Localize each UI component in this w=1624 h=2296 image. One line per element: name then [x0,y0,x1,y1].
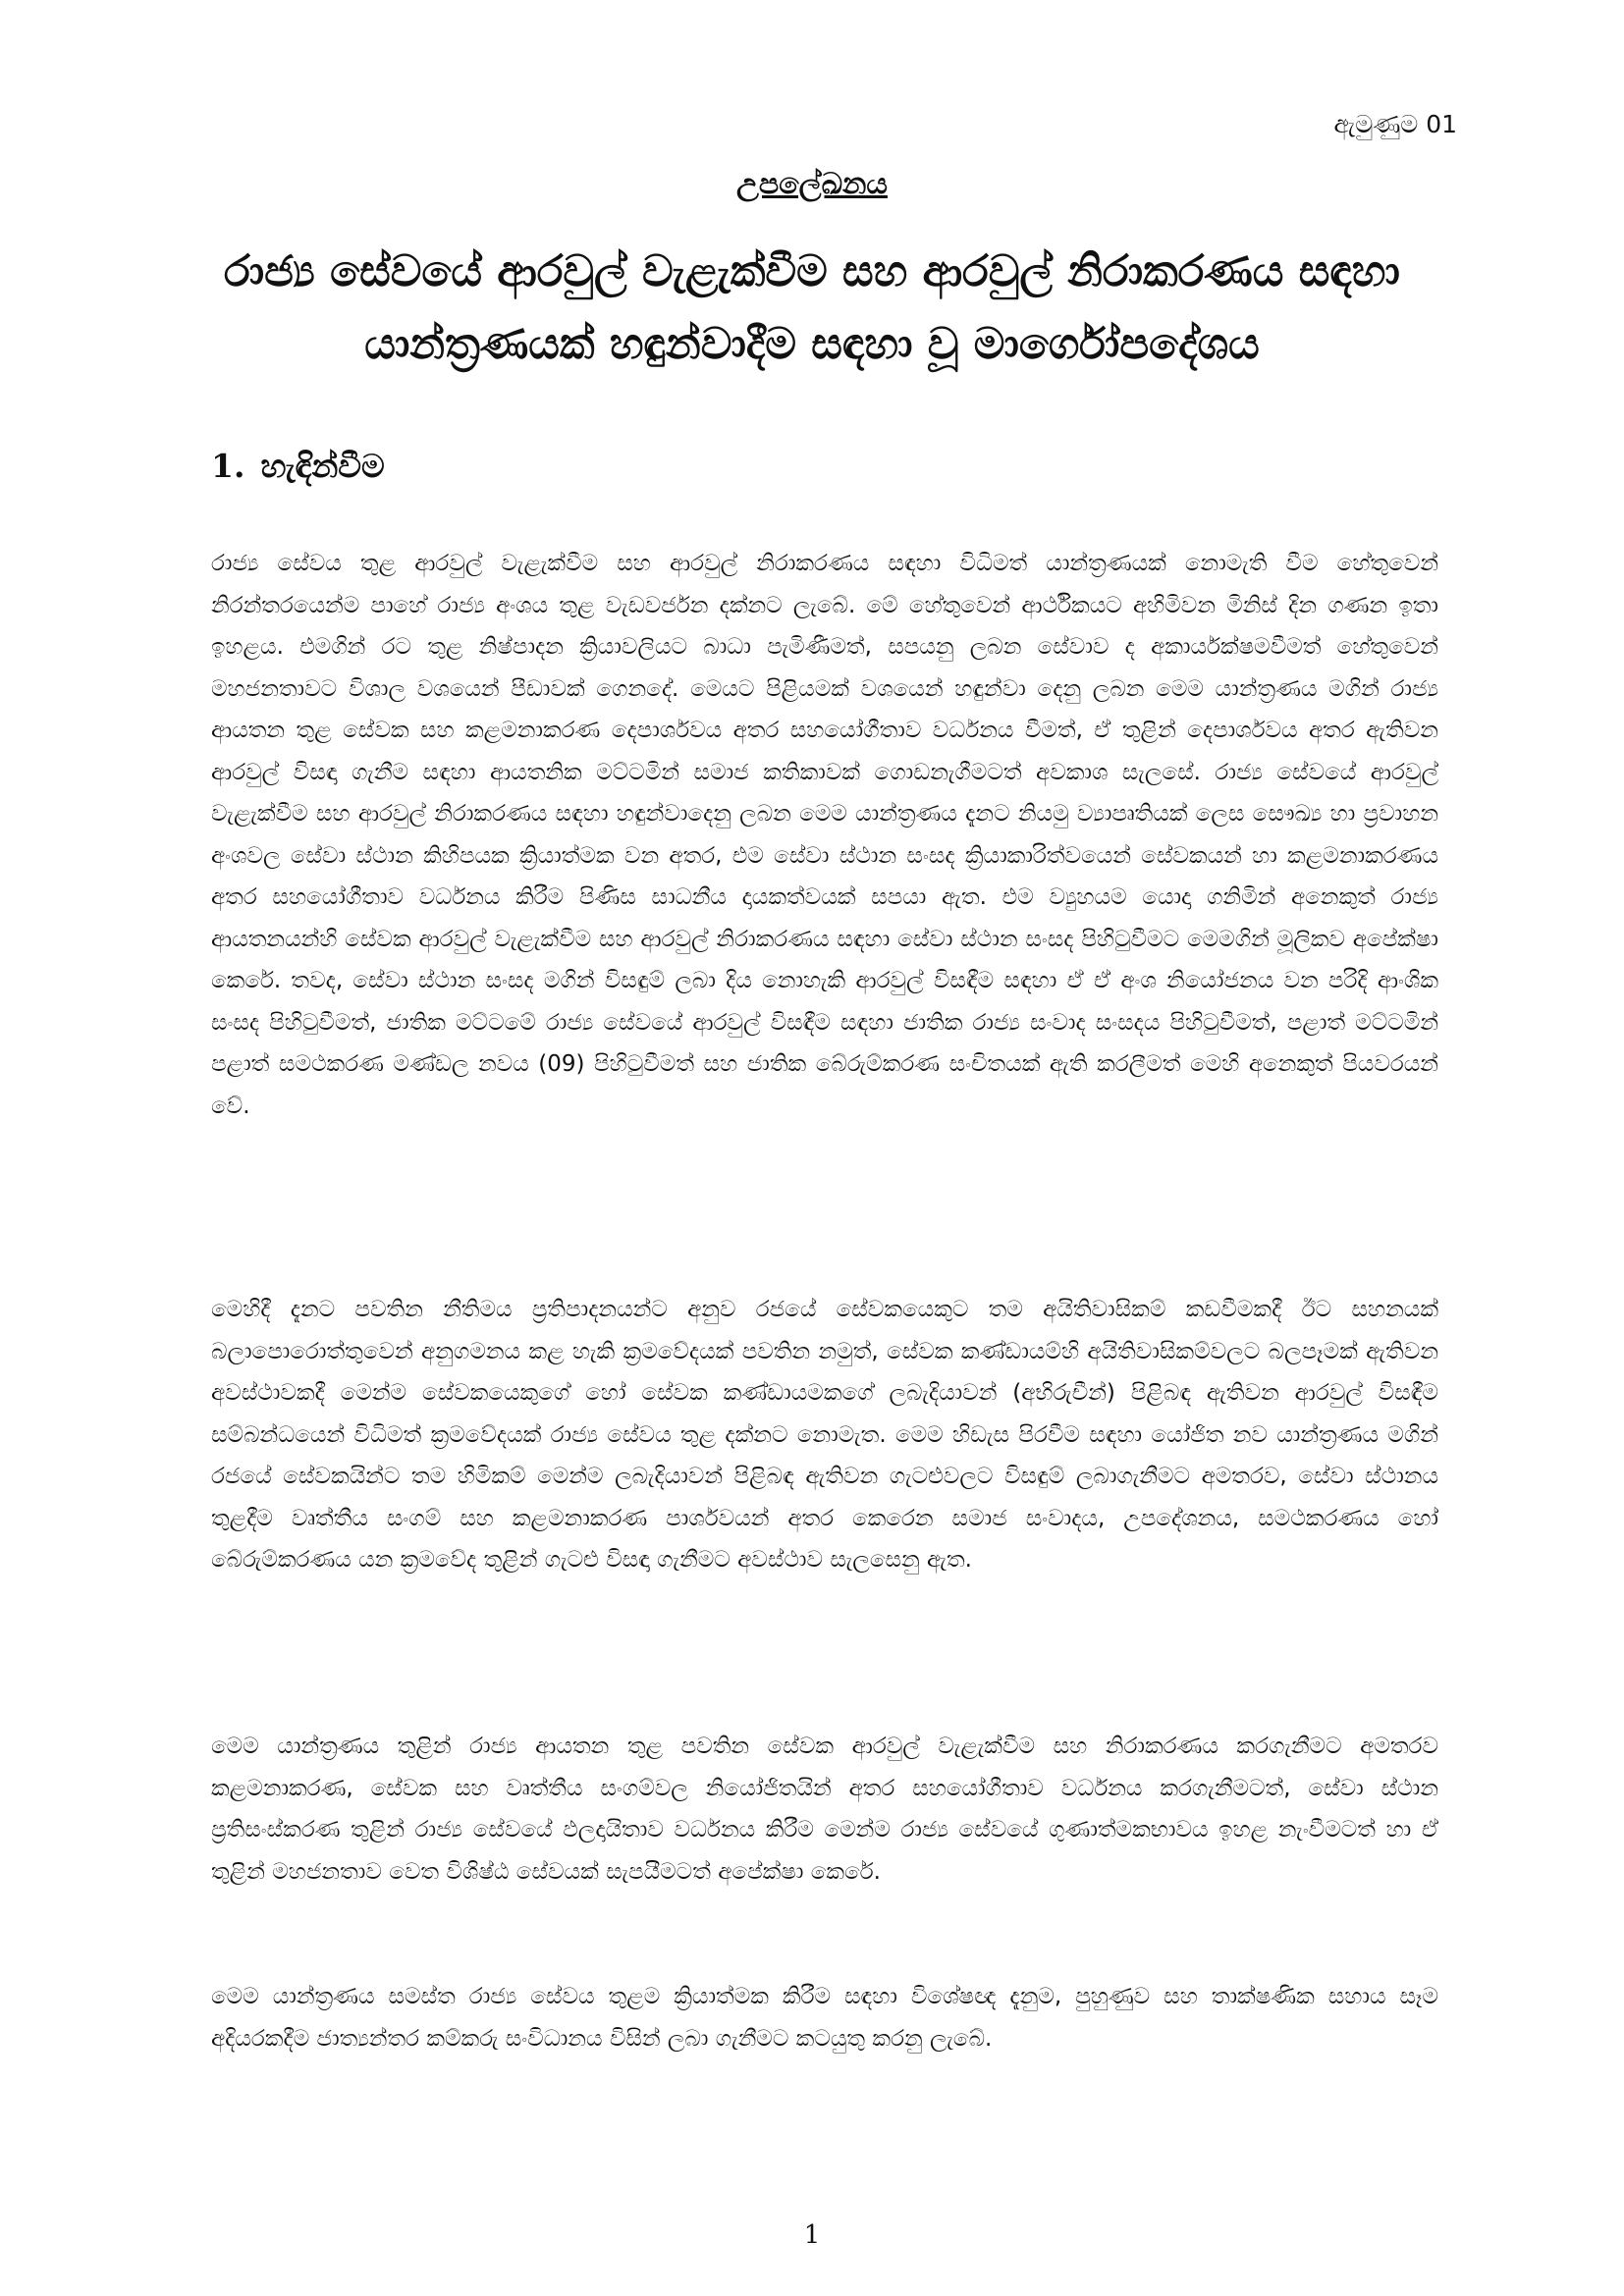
section-heading [211,447,385,486]
paragraph: රාජ්‍ය සේවය තුළ ආරවුල් වැළැක්වීම සහ ආරවුල් නිරාකරණය සඳහා විධිමත් යාන්ත්‍රණයක් නොමැති වීම හේතුවෙන් නිරන්තරයෙන්ම පාහේ රාජ්‍ය අංශය තුළ වැඩවර්ජන දක්නට ලැබේ. මේ හේතුවෙන් ආර්ථිකයට අහිමිවන මිනිස් දින ගණන ඉතා ඉහළය. එමගින් රට තුළ නිෂ්පාදන ක්‍රියාවලියට බාධා පැමිණීමත්, සපයනු ලබන සේවාව ද අකාර්යක්ෂමවීමත් හේතුවෙන් මහජනතාවට විශාල වශයෙන් පීඩාවක් ගෙනදේ. මෙයට පිළියමක් වශයෙන් හඳුන්වා දෙනු ලබන මෙම යාන්ත්‍රණය මගින් රාජ්‍ය ආයතන තුළ සේවක සහ කළමනාකරණ දෙපාර්ශවය අතර සහයෝගීතාව වර්ධනය වීමත්, ඒ තුළින් දෙපාර්ශවය අතර ඇතිවන ආරවුල් විසඳා ගැනීම සඳහා ආයතනික මට්ටමින් සමාජ කතිකාවක් ගොඩනැගීමටත් අවකාශ සැලසේ. රාජ්‍ය සේවයේ ආරවුල් වැළැක්වීම සහ ආරවුල් නිරාකරණය සඳහා හඳුන්වාදෙනු ලබන මෙම යාන්ත්‍රණය දැනට නියමු ව්‍යාපෘතියක් ලෙස සෞඛ්‍ය හා ප්‍රවාහන අංශවල සේවා ස්ථාන කිහිපයක ක්‍රියාත්මක වන අතර, එම සේවා ස්ථාන සංසද ක්‍රියාකාරිත්වයෙන් සේවකයන් හා කළමනාකරණය අතර සහයෝගීතාව වර්ධනය කිරීම පිණිස සාධනීය දායකත්වයක් සපයා ඇත. එම ව්‍යුහයම යොදා ගනිමින් අනෙකුත් රාජ්‍ය ආයතනයන්හි සේවක ආරවුල් වැළැක්වීම සහ ආරවුල් නිරාකරණය සඳහා සේවා ස්ථාන සංසද පිහිටුවීමට මෙමගින් මූලිකව අපේක්ෂා කෙරේ. තවද, සේවා ස්ථාන සංසද මගින් විසඳුම් ලබා දිය නොහැකි ආරවුල් විසඳීම සඳහා ඒ ඒ අංශ නියෝජනය වන පරිදි ආංශික සංසද පිහිටුවීමත්, ජාතික මට්ටමේ රාජ්‍ය සේවයේ ආරවුල් විසඳීම සඳහා ජාතික රාජ්‍ය සංවාද සංසදය පිහිටුවීමත්, පළාත් මට්ටමින් පළාත් සමථකරණ මණ්ඩල නවය (09) පිහිටුවීමත් සහ ජාතික බේරුම්කරණ සංචිතයක් ඇති කරලීමත් මෙහි අනෙකුත් පියවරයන් වේ. [211,551,1438,1119]
document-title: රාජ්‍ය සේවයේ ආරවුල් වැළැක්වීම සහ ආරවුල් නිරාකරණය සඳහා යාන්ත්‍රණයක් හඳුන්වාදීම සඳහා වූ මාර්ගෝපදේශය [224,246,1400,369]
section-title: හැඳින්වීම [260,447,385,485]
document-subtitle: උපලේඛනය [736,167,888,201]
section-number: 1. [211,447,245,485]
page-number: 1 [803,2220,821,2250]
paragraph: මෙහිදී දැනට පවතින නීතිමය ප්‍රතිපාදනයන්ට අනුව රජයේ සේවකයෙකුට තම අයිතිවාසිකම් කඩවීමකදී ඊට සහනයක් බලාපොරොත්තුවෙන් අනුගමනය කළ හැකි ක්‍රමවේදයක් පවතින නමුත්, සේවක කණ්ඩායම්හි අයිතිවාසිකම්වලට බලපෑමක් ඇතිවන අවස්ථාවකදී මෙන්ම සේවකයෙකුගේ හෝ සේවක කණ්ඩායමකගේ ලබැදියාවන් (අභිරුචීන්) පිළිබඳ ඇතිවන ආරවුල් විසඳීම සම්බන්ධයෙන් විධිමත් ක්‍රමවේදයක් රාජ්‍ය සේවය තුළ දක්නට නොමැත. මෙම හිඩැස පිරවීම සඳහා යෝජිත නව යාන්ත්‍රණය මගින් රජයේ සේවකයින්ට තම හිමිකම් මෙන්ම ලබැදියාවන් පිළිබඳ ඇතිවන ගැටළුවලට විසඳුම් ලබාගැනීමට අමතරව, සේවා ස්ථානය තුළදීම වෘත්තීය සංගම් සහ කළමනාකරණ පාර්ශවයන් අතර කෙරෙන සමාජ සංවාදය, උපදේශනය, සමථකරණය හෝ බේරුම්කරණය යන ක්‍රමවේද තුළින් ගැටළු විසඳා ගැනීමට අවස්ථාව සැලසෙනු ඇත. [211,1297,1438,1573]
annex-label: ඇමුණුම 01 [1333,110,1457,138]
paragraph: මෙම යාන්ත්‍රණය සමස්ත රාජ්‍ය සේවය තුළම ක්‍රියාත්මක කිරීම සඳහා විශේෂඥ දැනුම, පුහුණුව සහ තාක්ෂණික සහාය සෑම අදියරකදීම ජාත්‍යන්තර කම්කරු සංවිධානය විසින් ලබා ගැනීමට කටයුතු කරනු ලැබේ. [211,1984,1438,2052]
paragraph: මෙම යාන්ත්‍රණය තුළින් රාජ්‍ය ආයතන තුළ පවතින සේවක ආරවුල් වැළැක්වීම සහ නිරාකරණය කරගැනීමට අමතරව කළමනාකරණ, සේවක සහ වෘත්තීය සංගම්වල නියෝජිතයින් අතර සහයෝගීතාව වර්ධනය කරගැනීමටත්, සේවා ස්ථාන ප්‍රතිසංස්කරණ තුළින් රාජ්‍ය සේවයේ ඵලදායිතාව වර්ධනය කිරීම මෙන්ම රාජ්‍ය සේවයේ ගුණාත්මකභාවය ඉහළ නැංවීමටත් හා ඒ තුළින් මහජනතාව වෙත විශිෂ්ඨ සේවයක් සැපයීමටත් අපේක්ෂා කෙරේ. [211,1734,1438,1885]
